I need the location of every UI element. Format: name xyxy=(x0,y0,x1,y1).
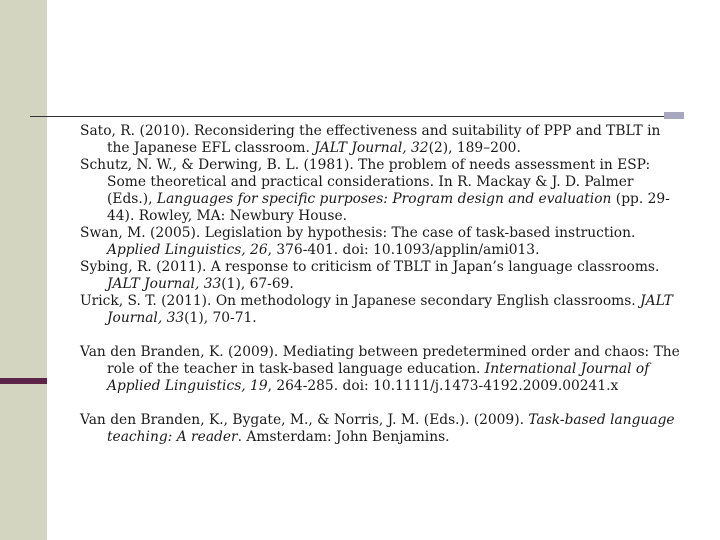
title-divider-accent xyxy=(664,112,684,119)
reference-text: (1), 67-69. xyxy=(221,276,294,292)
reference-text: Sybing, R. (2011). A response to criticism of TBLT in Japan’s language classrooms. xyxy=(80,259,660,275)
reference-text: Schutz, N. W., & Derwing, B. L. (1981). The problem of needs assessment in ESP: Some theoretical and practical considerations. In R. Mackay & J. D. Palmer (Eds.), xyxy=(80,157,651,207)
reference-journal: JALT Journal, 33 xyxy=(107,293,673,326)
reference-text: , 376-401. doi: 10.1093/applin/ami013. xyxy=(267,242,540,258)
reference-journal: JALT Journal, 33 xyxy=(107,276,222,292)
reference-book-title: Languages for specific purposes: Program design and evaluation xyxy=(156,191,612,207)
reference-swan xyxy=(80,225,680,259)
reference-van-den-branden-2009 xyxy=(80,344,680,395)
reference-sybing xyxy=(80,259,680,293)
reference-text: . Amsterdam: John Benjamins. xyxy=(237,429,450,445)
reference-text: , 264-285. doi: 10.1111/j.1473-4192.2009.00241.x xyxy=(267,378,619,394)
reference-text: (2), 189–200. xyxy=(428,140,521,156)
left-accent-block xyxy=(0,378,47,384)
left-decorative-bar xyxy=(0,0,47,540)
reference-urick xyxy=(80,293,680,327)
reference-van-den-branden-eds xyxy=(80,412,680,446)
reference-text: Van den Branden, K., Bygate, M., & Norris, J. M. (Eds.). (2009). xyxy=(80,412,529,428)
reference-text: Urick, S. T. (2011). On methodology in Japanese secondary English classrooms. xyxy=(80,293,641,309)
reference-schutz xyxy=(80,157,680,225)
reference-list xyxy=(80,123,680,446)
reference-text: (pp. 29-44). Rowley, MA: Newbury House. xyxy=(107,191,670,224)
reference-journal: International Journal of Applied Linguistics, 19 xyxy=(107,361,650,394)
reference-journal: JALT Journal, 32 xyxy=(314,140,429,156)
reference-book-title: Task-based language teaching: A reader xyxy=(107,412,675,445)
reference-text: Sato, R. (2010). Reconsidering the effectiveness and suitability of PPP and TBLT in the Japanese EFL classroom. xyxy=(80,123,661,156)
reference-text: Swan, M. (2005). Legislation by hypothesis: The case of task-based instruction. xyxy=(80,225,636,241)
title-divider-line xyxy=(30,116,664,117)
reference-text: (1), 70-71. xyxy=(184,310,257,326)
reference-sato xyxy=(80,123,680,157)
reference-text: Van den Branden, K. (2009). Mediating between predetermined order and chaos: The role of the teacher in task-based language education. xyxy=(80,344,680,377)
reference-journal: Applied Linguistics, 26 xyxy=(107,242,268,258)
